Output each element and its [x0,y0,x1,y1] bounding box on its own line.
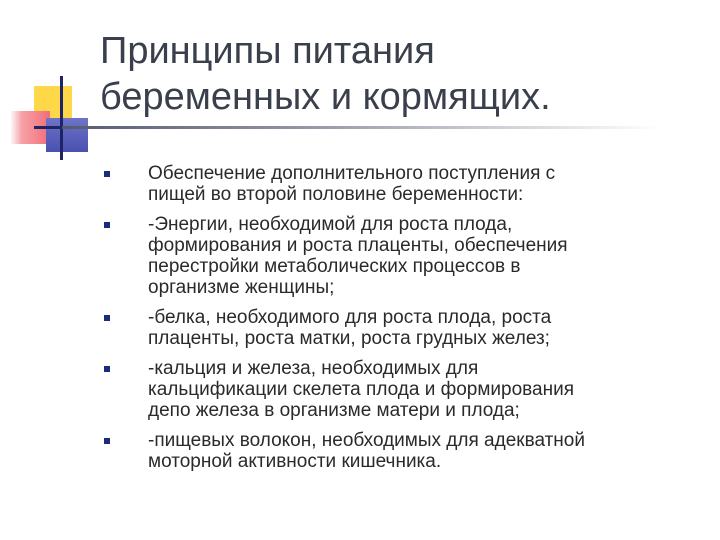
bullet-line: Обеспечение дополнительного поступления с [148,163,556,184]
slide-title [100,28,700,120]
bullet-square-icon [104,171,110,177]
title-line-1: Принципы питания [100,30,435,72]
bullet-line: -кальция и железа, необходимых для [148,358,479,379]
bullet-item [96,214,711,298]
bullet-line: моторной активности кишечника. [148,451,442,472]
bullet-item [96,430,711,472]
bullet-line: -пищевых волокон, необходимых для адекватной [148,430,585,451]
title-underline [62,126,662,129]
bullet-item [96,358,711,421]
bullet-line: формирования и роста плаценты, обеспечения [148,235,568,256]
bullet-line: -белка, необходимого для роста плода, роста [148,307,552,328]
bullet-item [96,163,711,205]
logo-vertical-line [60,76,63,160]
bullet-line: пищей во второй половине беременности: [148,184,524,205]
bullet-square-icon [104,366,110,372]
bullet-square-icon [104,438,110,444]
bullet-list [96,163,711,481]
bullet-square-icon [104,222,110,228]
bullet-line: плаценты, роста матки, роста грудных желез; [148,328,550,349]
bullet-line: кальцификации скелета плода и формирования [148,379,575,400]
bullet-line: перестройки метаболических процессов в [148,256,521,277]
bullet-line: организме женщины; [148,277,335,298]
bullet-line: -Энергии, необходимой для роста плода, [148,214,513,235]
logo-blue-square [46,118,88,152]
decorative-logo [0,0,100,170]
title-line-2: беременных и кормящих. [100,76,551,118]
bullet-line: депо железа в организме матери и плода; [148,400,520,421]
bullet-item [96,307,711,349]
bullet-square-icon [104,315,110,321]
